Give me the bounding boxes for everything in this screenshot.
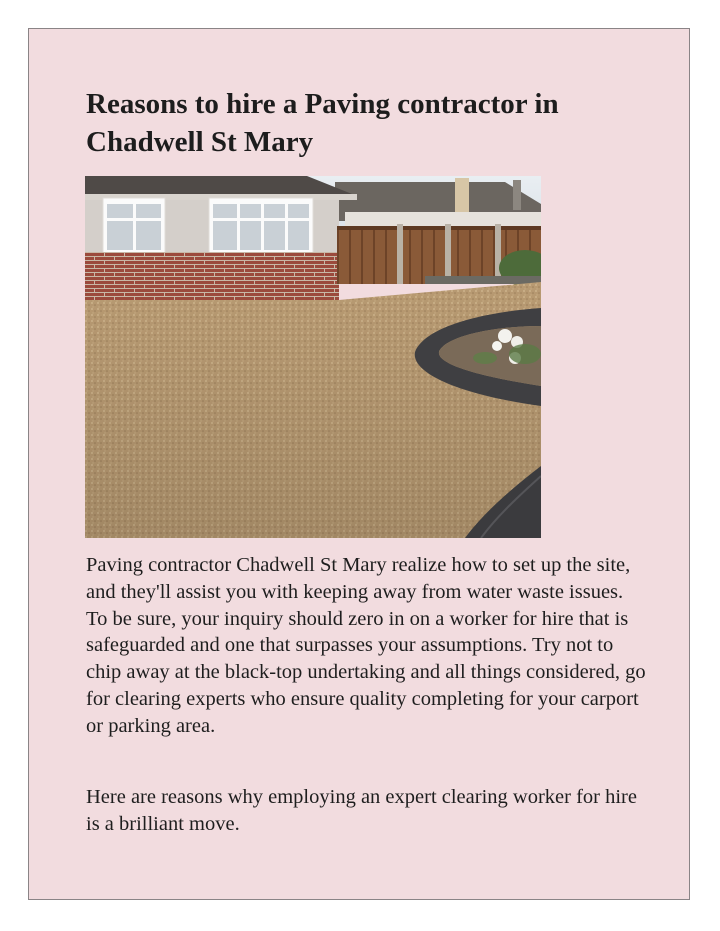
- paragraph-reasons: Here are reasons why employing an expert clearing worker for hire is a brilliant move.: [86, 786, 637, 835]
- driveway-photo: [85, 176, 541, 538]
- paragraph-intro: Paving contractor Chadwell St Mary realize how to set up the site, and they'll assist you with keeping away from water waste issues. To be sure, your inquiry should zero in on a worker for hire that is safeguarded and one that surpasses your assumptions. Try not to chip away at the black-top undertaking and all things considered, go for clearing experts who ensure quality completing for your carport or parking area.: [86, 554, 646, 737]
- document-page: [28, 28, 690, 900]
- page-title: Reasons to hire a Paving contractor in Chadwell St Mary: [86, 88, 559, 158]
